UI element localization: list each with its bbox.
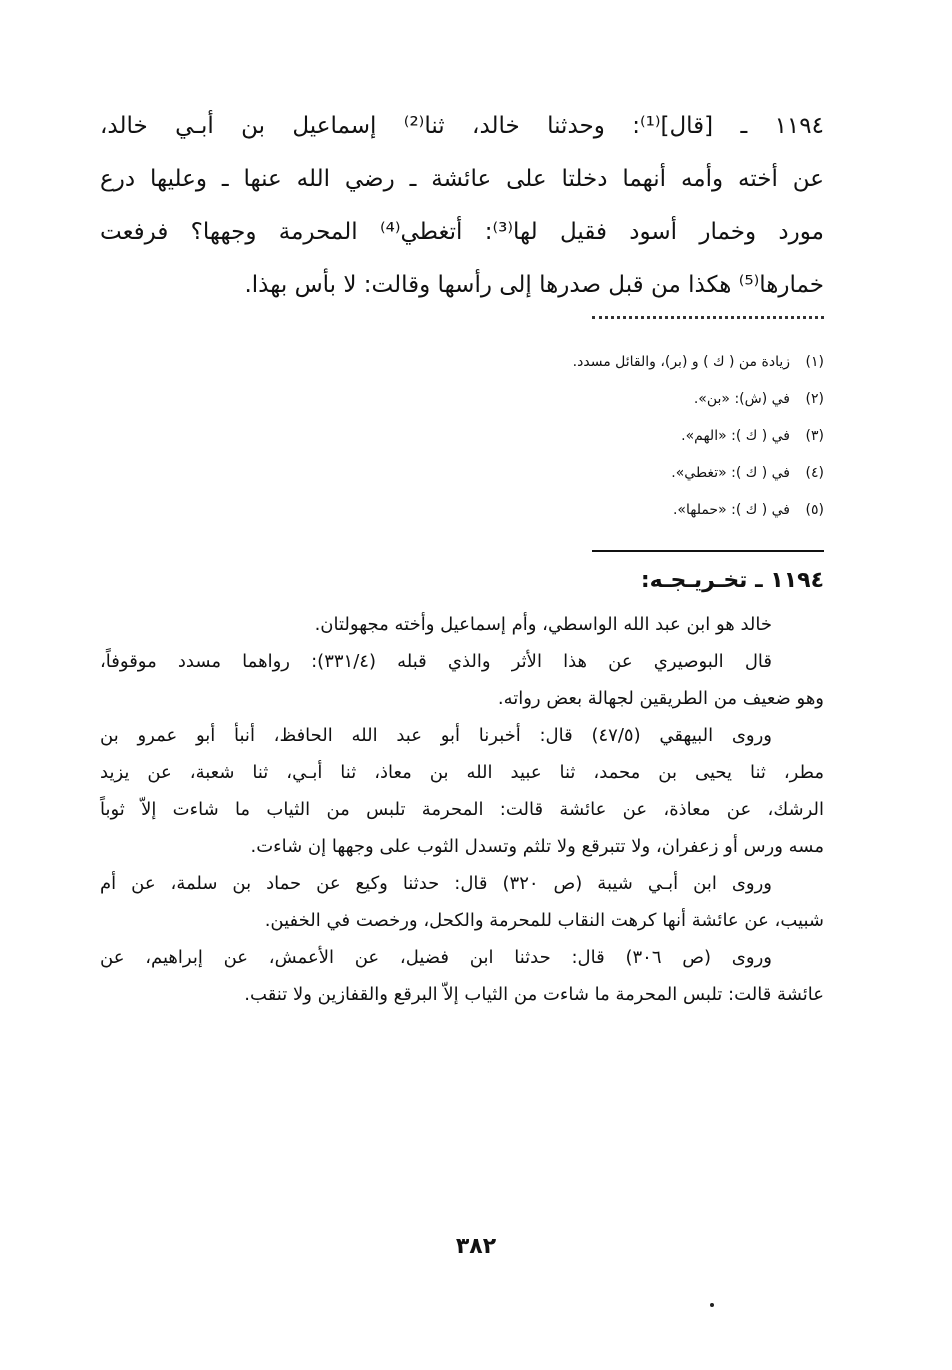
footnote-text: في ( ك ): «تغطي».	[671, 465, 790, 481]
main-line: عن أخته وأمه أنهما دخلتا على عائشة ـ رضي الله عنها ـ وعليها درع	[100, 166, 824, 192]
footnote-item	[464, 455, 824, 492]
footnote-text: في ( ك ): «حملها».	[672, 502, 790, 518]
takhrij-heading: ١١٩٤ ـ تخـريـجـه:	[640, 568, 824, 593]
takhrij-line: وهو ضعيف من الطريقين لجهالة بعض رواته.	[497, 688, 824, 709]
takhrij-line: وروى ابن أبـي شيبة (ص ٣٢٠) قال: حدثنا وكيع عن حماد بن سلمة، عن أم	[100, 873, 772, 894]
footnote-item	[464, 418, 824, 455]
takhrij-line: خالد هو ابن عبد الله الواسطي، وأم إسماعيل وأخته مجهولتان.	[314, 614, 772, 635]
main-line: مورد وخمار أسود فقيل لها⁽³⁾: أتغطي⁽⁴⁾ المحرمة وجهها؟ فرفعت	[100, 219, 824, 245]
takhrij-paragraph	[100, 606, 824, 643]
main-line: ١١٩٤ ـ [قال]⁽¹⁾: وحدثنا خالد، ثنا⁽²⁾ إسماعيل بن أبـي خالد،	[100, 113, 824, 139]
takhrij-line: الرشك، عن معاذة، عن عائشة قالت: المحرمة تلبس من الثياب ما شاءت إلاّ ثوباً	[100, 799, 824, 820]
scan-speck	[710, 1303, 714, 1307]
footnote-separator-dots	[592, 316, 824, 325]
footnote-number: (٣)	[805, 428, 824, 444]
footnote-number: (١)	[805, 354, 824, 370]
takhrij-line: مسه ورس أو زعفران، ولا تتبرقع ولا تلثم وتسدل الثوب على وجهها إن شاءت.	[250, 836, 824, 857]
footnote-item	[464, 492, 824, 529]
footnote-number: (٥)	[805, 502, 824, 518]
takhrij-line: شبيب، عن عائشة أنها كرهت النقاب للمحرمة والكحل، ورخصت في الخفين.	[264, 910, 824, 931]
footnote-text: زيادة من ( ك ) و (بر)، والقائل مسدد.	[572, 354, 790, 370]
footnote-text: في (ش): «بن».	[693, 391, 790, 407]
main-text-block	[100, 100, 824, 312]
main-hadith-text	[100, 100, 824, 312]
footnotes-list	[464, 344, 824, 529]
takhrij-line: عائشة قالت: تلبس المحرمة ما شاءت من الثياب إلاّ البرقع والقفازين ولا تنقب.	[244, 984, 824, 1005]
section-divider	[592, 550, 824, 552]
footnote-item	[464, 344, 824, 381]
takhrij-line: قال البوصيري عن هذا الأثر والذي قبله (٣٣١/٤): رواهما مسدد موقوفاً،	[100, 651, 772, 672]
takhrij-paragraph	[100, 939, 824, 1013]
takhrij-paragraph	[100, 865, 824, 939]
takhrij-body	[100, 606, 824, 1013]
main-line: خمارها⁽⁵⁾ هكذا من قبل صدرها إلى رأسها وقالت: لا بأس بهذا.	[244, 272, 824, 298]
takhrij-paragraph	[100, 643, 824, 717]
footnote-text: في ( ك ): «الهم».	[681, 428, 790, 444]
takhrij-line: وروى (ص ٣٠٦) قال: حدثنا ابن فضيل، عن الأعمش، عن إبراهيم، عن	[100, 947, 772, 968]
footnote-number: (٢)	[805, 391, 824, 407]
page-number: ٣٨٢	[455, 1234, 497, 1259]
footnote-item	[464, 381, 824, 418]
takhrij-paragraph	[100, 717, 824, 865]
takhrij-line: مطر، ثنا يحيى بن محمد، ثنا عبيد الله بن معاذ، ثنا أبـي، ثنا شعبة، عن يزيد	[100, 762, 824, 783]
footnote-number: (٤)	[805, 465, 824, 481]
takhrij-line: وروى البيهقي (٤٧/٥) قال: أخبرنا أبو عبد الله الحافظ، أنبأ أبو عمرو بن	[100, 725, 772, 746]
